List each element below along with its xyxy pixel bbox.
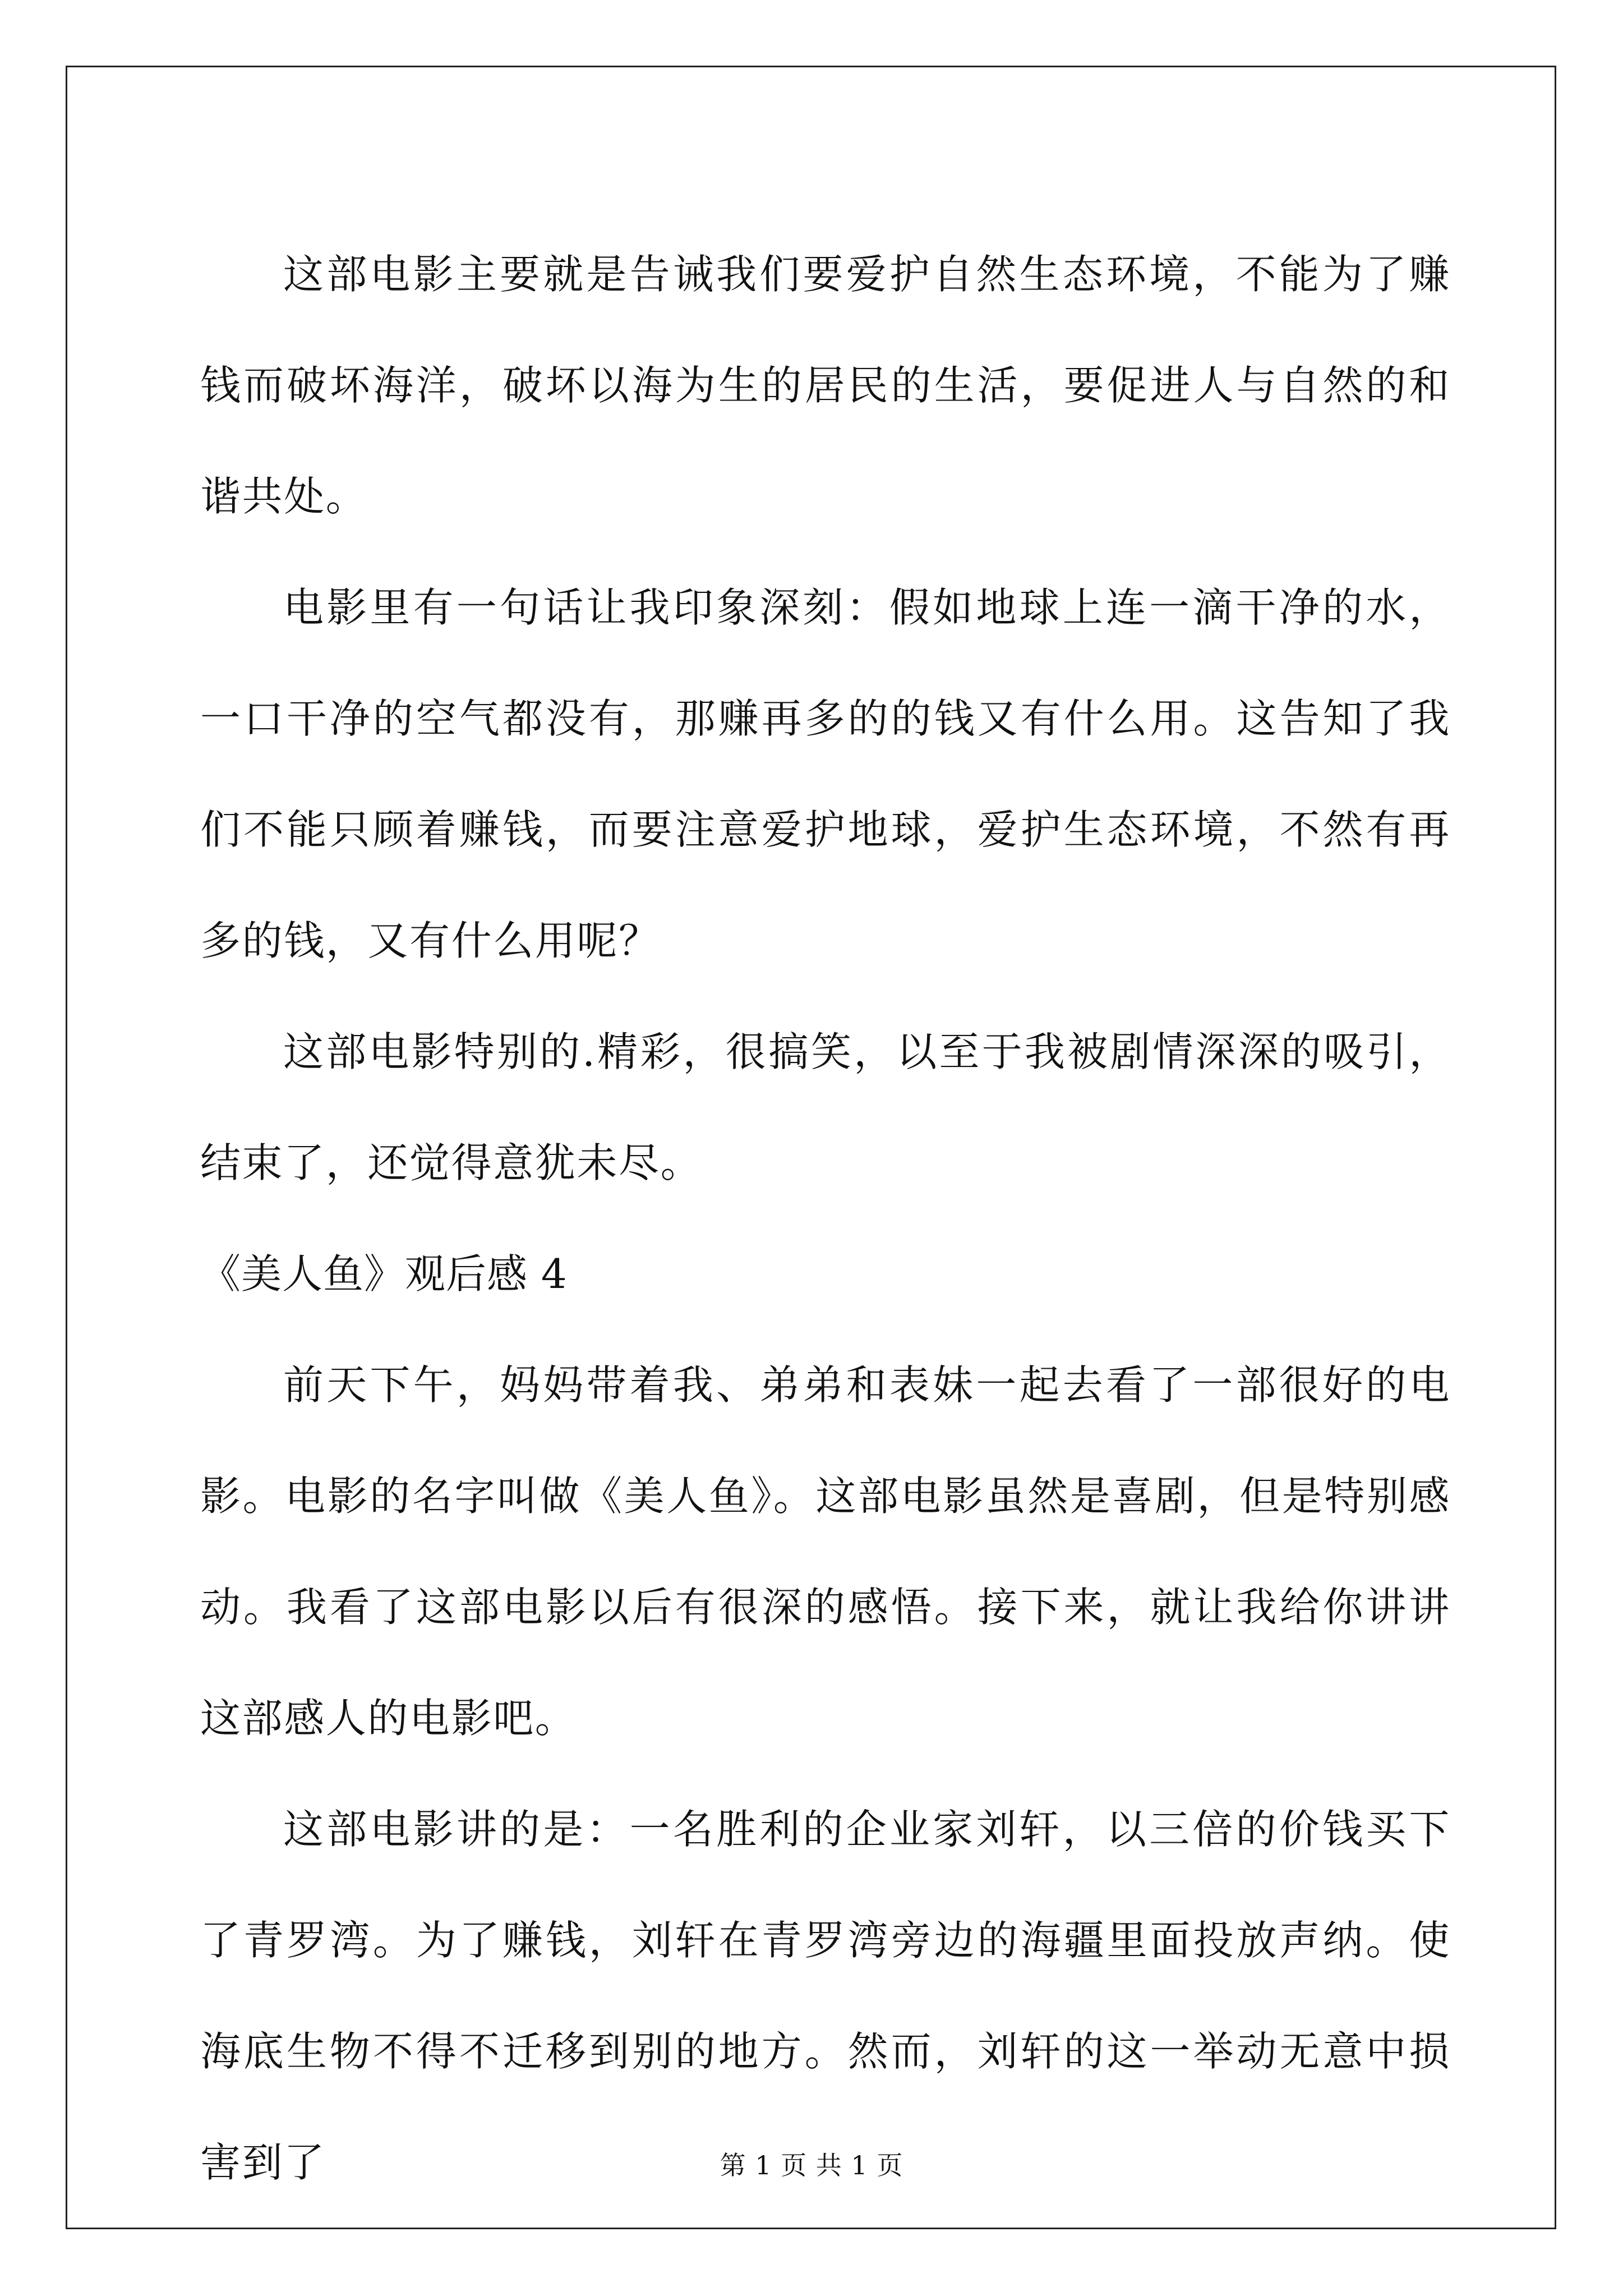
paragraph-3: 这部电影特别的.精彩，很搞笑，以至于我被剧情深深的吸引，结束了，还觉得意犹未尽。 bbox=[200, 1028, 1451, 1186]
paragraph-5: 这部电影讲的是：一名胜利的企业家刘轩，以三倍的价钱买下了青罗湾。为了赚钱，刘轩在青罗湾旁边的海疆里面投放声纳。使海底生物不得不迁移到别的地方。然而，刘轩的这一举动无意中损害到了 bbox=[200, 1806, 1451, 2186]
paragraph-2: 电影里有一句话让我印象深刻：假如地球上连一滴干净的水，一口干净的空气都没有，那赚再多的的钱又有什么用。这告知了我们不能只顾着赚钱，而要注意爱护地球，爱护生态环境，不然有再多的钱，又有什么用呢？ bbox=[200, 584, 1451, 964]
section-title: 《美人鱼》观后感 4 bbox=[200, 1250, 568, 1297]
document-body bbox=[200, 219, 1451, 2218]
paragraph-1: 这部电影主要就是告诫我们要爱护自然生态环境，不能为了赚钱而破坏海洋，破坏以海为生的居民的生活，要促进人与自然的和谐共处。 bbox=[200, 251, 1451, 520]
page-footer: 第 1 页 共 1 页 bbox=[720, 2150, 903, 2180]
paragraph-4: 前天下午，妈妈带着我、弟弟和表妹一起去看了一部很好的电影。电影的名字叫做《美人鱼》。这部电影虽然是喜剧，但是特别感动。我看了这部电影以后有很深的感悟。接下来，就让我给你讲讲这部感人的电影吧。 bbox=[200, 1361, 1451, 1742]
